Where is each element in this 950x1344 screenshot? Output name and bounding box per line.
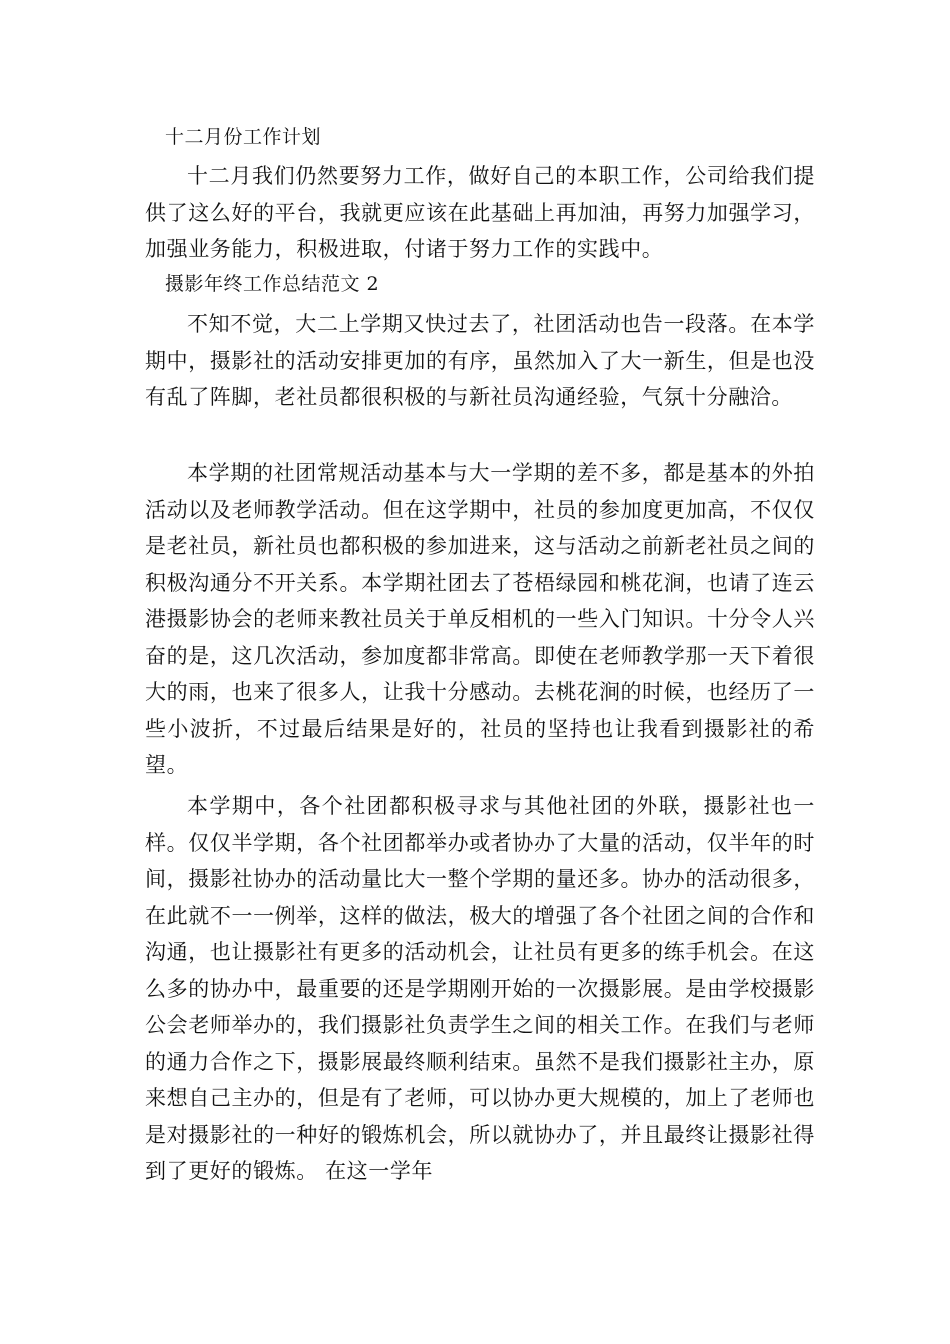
paragraph-collaboration: 本学期中，各个社团都积极寻求与其他社团的外联，摄影社也一样。仅仅半学期，各个社团都举办或者协办了大量的活动，仅半年的时间，摄影社协办的活动量比大一整个学期的量还多。协办的活动很多，在此就不一一例举，这样的做法，极大的增强了各个社团之间的合作和沟通，也让摄影社有更多的活动机会，让社员有更多的练手机会。在这么多的协办中，最重要的还是学期刚开始的一次摄影展。是由学校摄影公会老师举办的，我们摄影社负责学生之间的相关工作。在我们与老师的通力合作之下，摄影展最终顺利结束。虽然不是我们摄影社主办，原来想自己主办的，但是有了老师，可以协办更大规模的，加上了老师也是对摄影社的一种好的锻炼机会，所以就协办了，并且最终让摄影社得到了更好的锻炼。 在这一学年 — [145, 794, 815, 1183]
paragraph-intro: 不知不觉，大二上学期又快过去了，社团活动也告一段落。在本学期中，摄影社的活动安排更加的有序，虽然加入了大一新生，但是也没有乱了阵脚，老社员都很积极的与新社员沟通经验，气氛十分融洽。 — [145, 312, 815, 409]
paragraph-december-plan: 十二月我们仍然要努力工作，做好自己的本职工作，公司给我们提供了这么好的平台，我就更应该在此基础上再加油，再努力加强学习，加强业务能力，积极进取，付诸于努力工作的实践中。 — [145, 164, 815, 261]
section-heading-photography-summary: 摄影年终工作总结范文 2 — [165, 273, 380, 295]
paragraph-regular-activities: 本学期的社团常规活动基本与大一学期的差不多，都是基本的外拍活动以及老师教学活动。但在这学期中，社员的参加度更加高，不仅仅是老社员，新社员也都积极的参加进来，这与活动之前新老社员之间的积极沟通分不开关系。本学期社团去了苍梧绿园和桃花涧，也请了连云港摄影协会的老师来教社员关于单反相机的一些入门知识。十分令人兴奋的是，这几次活动，参加度都非常高。即使在老师教学那一天下着很大的雨，也来了很多人，让我十分感动。去桃花涧的时候，也经历了一些小波折，不过最后结果是好的，社员的坚持也让我看到摄影社的希望。 — [145, 461, 815, 777]
section-heading-december-plan: 十二月份工作计划 — [165, 126, 322, 148]
